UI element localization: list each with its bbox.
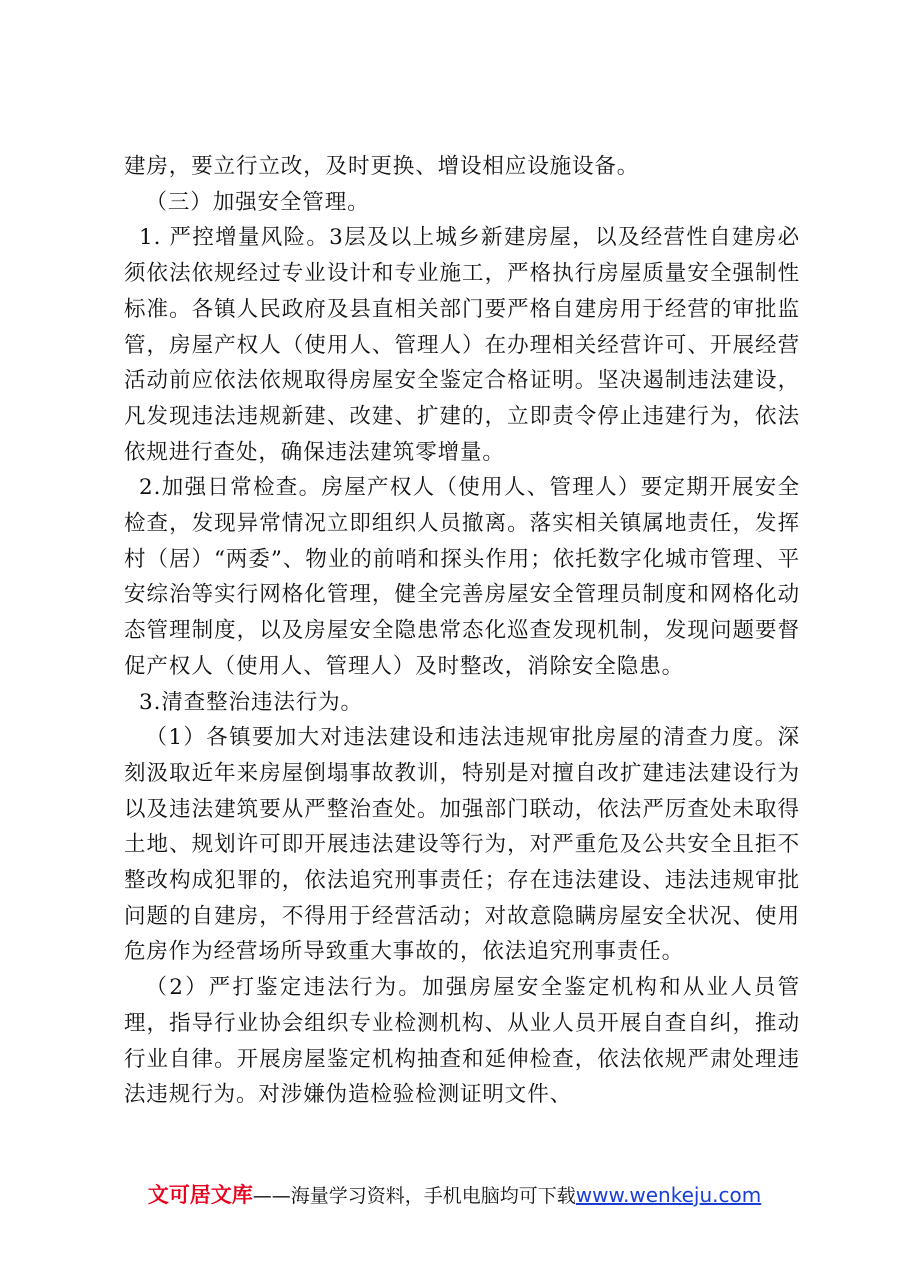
body-paragraph: 建房，要立行立改，及时更换、增设相应设施设备。: [124, 154, 640, 179]
brand-name: 文可居文库: [147, 1183, 253, 1207]
body-paragraph: 2.加强日常检查。房屋产权人（使用人、管理人）要定期开展安全检查，发现异常情况立即组织人员撤离。落实相关镇属地责任，发挥村（居）“两委”、物业的前哨和探头作用；依托数字化城市管理、平安综治等实行网格化管理，健全完善房屋安全管理员制度和网格化动态管理制度，以及房屋安全隐患常态化巡查发现机制，发现问题要督促产权人（使用人、管理人）及时整改，消除安全隐患。: [124, 475, 800, 679]
website-link[interactable]: www.wenkeju.com: [575, 1183, 762, 1207]
body-paragraph: （1）各镇要加大对违法建设和违法违规审批房屋的清查力度。深刻汲取近年来房屋倒塌事故教训，特别是对擅自改扩建违法建设行为以及违法建筑要从严整治查处。加强部门联动，依法严厉查处未取得土地、规划许可即开展违法建设等行为，对严重危及公共安全且拒不整改构成犯罪的，依法追究刑事责任；存在违法建设、违法违规审批问题的自建房，不得用于经营活动；对故意隐瞒房屋安全状况、使用危房作为经营场所导致重大事故的，依法追究刑事责任。: [124, 725, 800, 965]
subsection-heading: 3.清查整治违法行为。: [139, 689, 363, 715]
footer-tagline: ——海量学习资料，手机电脑均可下载: [252, 1185, 576, 1207]
footer-banner: [0, 1180, 909, 1211]
document-body: [124, 149, 800, 1113]
body-paragraph: 1. 严控增量风险。3层及以上城乡新建房屋，以及经营性自建房必须依法依规经过专业设计和专业施工，严格执行房屋质量安全强制性标准。各镇人民政府及县直相关部门要严格自建房用于经营的审批监管，房屋产权人（使用人、管理人）在办理相关经营许可、开展经营活动前应依法依规取得房屋安全鉴定合格证明。坚决遏制违法建设，凡发现违法违规新建、改建、扩建的，立即责令停止违建行为，依法依规进行查处，确保违法建筑零增量。: [124, 225, 800, 465]
body-paragraph: （2）严打鉴定违法行为。加强房屋安全鉴定机构和从业人员管理，指导行业协会组织专业检测机构、从业人员开展自查自纠，推动行业自律。开展房屋鉴定机构抽查和延伸检查，依法依规严肃处理违法违规行为。对涉嫌伪造检验检测证明文件、: [124, 975, 800, 1108]
section-heading: （三）加强安全管理。: [145, 189, 370, 215]
